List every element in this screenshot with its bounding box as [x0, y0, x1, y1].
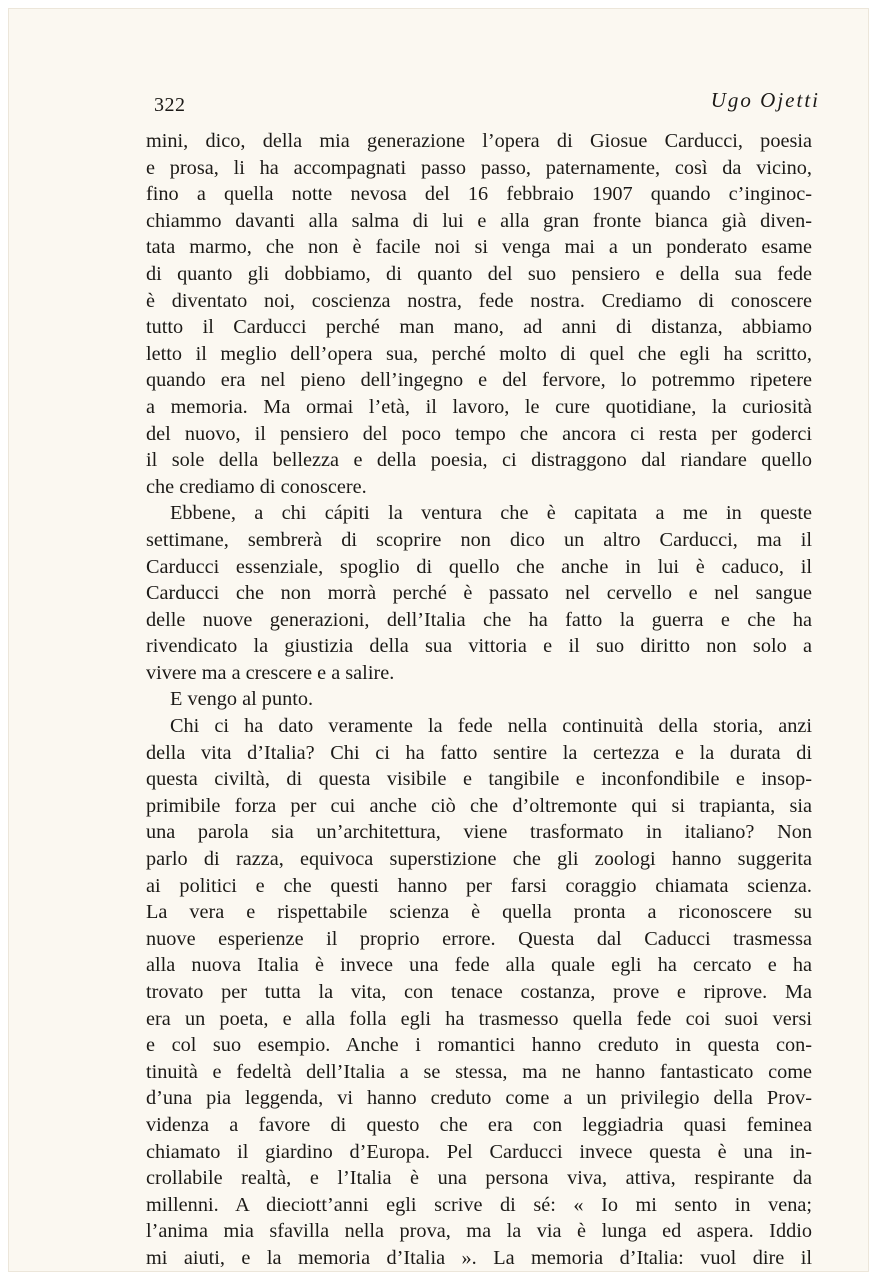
running-head-author: Ugo Ojetti — [710, 88, 820, 112]
paragraph — [146, 128, 812, 500]
text-line: chiammo davanti alla salma di lui e alla gran fronte bianca già diven- — [146, 209, 812, 232]
text-line: a memoria. Ma ormai l’età, il lavoro, le cure quotidiane, la curiosità — [146, 395, 812, 418]
text-line: Carducci essenziale, spoglio di quello che anche in lui è caduco, il — [146, 555, 812, 578]
text-line: tinuità e fedeltà dell’Italia a se stessa, ma ne hanno fantasticato come — [146, 1060, 812, 1083]
text-line: videnza a favore di questo che era con leggiadria quasi feminea — [146, 1113, 812, 1136]
text-line: E vengo al punto. — [170, 688, 314, 711]
paragraph — [146, 500, 812, 686]
text-line: La vera e rispettabile scienza è quella pronta a riconoscere su — [146, 901, 812, 924]
text-line: Carducci che non morrà perché è passato nel cervello e nel sangue — [146, 582, 812, 605]
text-line: fino a quella notte nevosa del 16 febbraio 1907 quando c’inginoc- — [146, 183, 812, 206]
text-line: che crediamo di conoscere. — [146, 475, 367, 498]
text-line: mini, dico, della mia generazione l’opera di Giosue Carducci, poesia — [146, 130, 812, 152]
text-line: l’anima mia sfavilla nella prova, ma la via è lunga ed aspera. Iddio — [146, 1220, 812, 1243]
paragraph — [146, 713, 812, 1271]
text-line: e prosa, li ha accompagnati passo passo, paternamente, così da vicino, — [146, 156, 812, 179]
text-line: millenni. A dieciott’anni egli scrive di sé: « Io mi sento in vena; — [146, 1193, 812, 1216]
paragraph — [146, 686, 812, 713]
text-line: del nuovo, il pensiero del poco tempo che ancora ci resta per goderci — [146, 422, 812, 445]
text-line: rivendicato la giustizia della sua vittoria e il suo diritto non solo a — [146, 635, 812, 658]
text-line: ai politici e che questi hanno per farsi coraggio chiamata scienza. — [146, 874, 812, 897]
text-line: letto il meglio dell’opera sua, perché molto di quel che egli ha scritto, — [146, 342, 812, 365]
text-line: tutto il Carducci perché man mano, ad anni di distanza, abbiamo — [146, 316, 812, 339]
text-line: trovato per tutta la vita, con tenace costanza, prove e riprove. Ma — [146, 981, 812, 1003]
page-number: 322 — [154, 94, 186, 116]
body-text — [146, 128, 812, 1272]
text-line: parlo di razza, equivoca superstizione che gli zoologi hanno suggerita — [146, 848, 812, 871]
text-line: chiamato il giardino d’Europa. Pel Carducci invece questa è una in- — [146, 1140, 812, 1163]
text-line: d’una pia leggenda, vi hanno creduto come a un privilegio della Prov- — [146, 1087, 812, 1110]
text-line: nuove esperienze il proprio errore. Questa dal Caducci trasmessa — [146, 927, 812, 950]
text-line: era un poeta, e alla folla egli ha trasmesso quella fede coi suoi versi — [146, 1007, 812, 1030]
text-line: Chi ci ha dato veramente la fede nella continuità della storia, anzi — [170, 715, 812, 738]
text-line: crollabile realtà, e l’Italia è una persona viva, attiva, respirante da — [146, 1167, 812, 1190]
text-line: mi aiuti, e la memoria d’Italia ». La memoria d’Italia: vuol dire il — [146, 1246, 812, 1269]
text-line: e col suo esempio. Anche i romantici hanno creduto in questa con- — [146, 1034, 812, 1057]
text-line: questa civiltà, di questa visibile e tangibile e inconfondibile e insop- — [146, 768, 812, 791]
text-line: di quanto gli dobbiamo, di quanto del suo pensiero e della sua fede — [146, 262, 812, 285]
text-line: è diventato noi, coscienza nostra, fede nostra. Crediamo di conoscere — [146, 289, 812, 312]
text-line: tata marmo, che non è facile noi si venga mai a un ponderato esame — [146, 236, 812, 259]
text-line: il sole della bellezza e della poesia, ci distraggono dal riandare quello — [146, 449, 812, 472]
page-header — [154, 88, 820, 118]
text-line: una parola sia un’architettura, viene trasformato in italiano? Non — [146, 821, 812, 844]
text-line: primibile forza per cui anche ciò che d’oltremonte qui si trapianta, sia — [146, 794, 812, 817]
text-line: quando era nel pieno dell’ingegno e del fervore, lo potremmo ripetere — [146, 369, 812, 392]
text-line: vivere ma a crescere e a salire. — [146, 661, 395, 684]
text-line: della vita d’Italia? Chi ci ha fatto sentire la certezza e la durata di — [146, 741, 812, 764]
text-line: Ebbene, a chi cápiti la ventura che è capitata a me in queste — [170, 502, 812, 525]
text-line: settimane, sembrerà di scoprire non dico un altro Carducci, ma il — [146, 528, 812, 551]
text-line: alla nuova Italia è invece una fede alla quale egli ha cercato e ha — [146, 954, 812, 977]
text-line: delle nuove generazioni, dell’Italia che ha fatto la guerra e che ha — [146, 608, 812, 631]
